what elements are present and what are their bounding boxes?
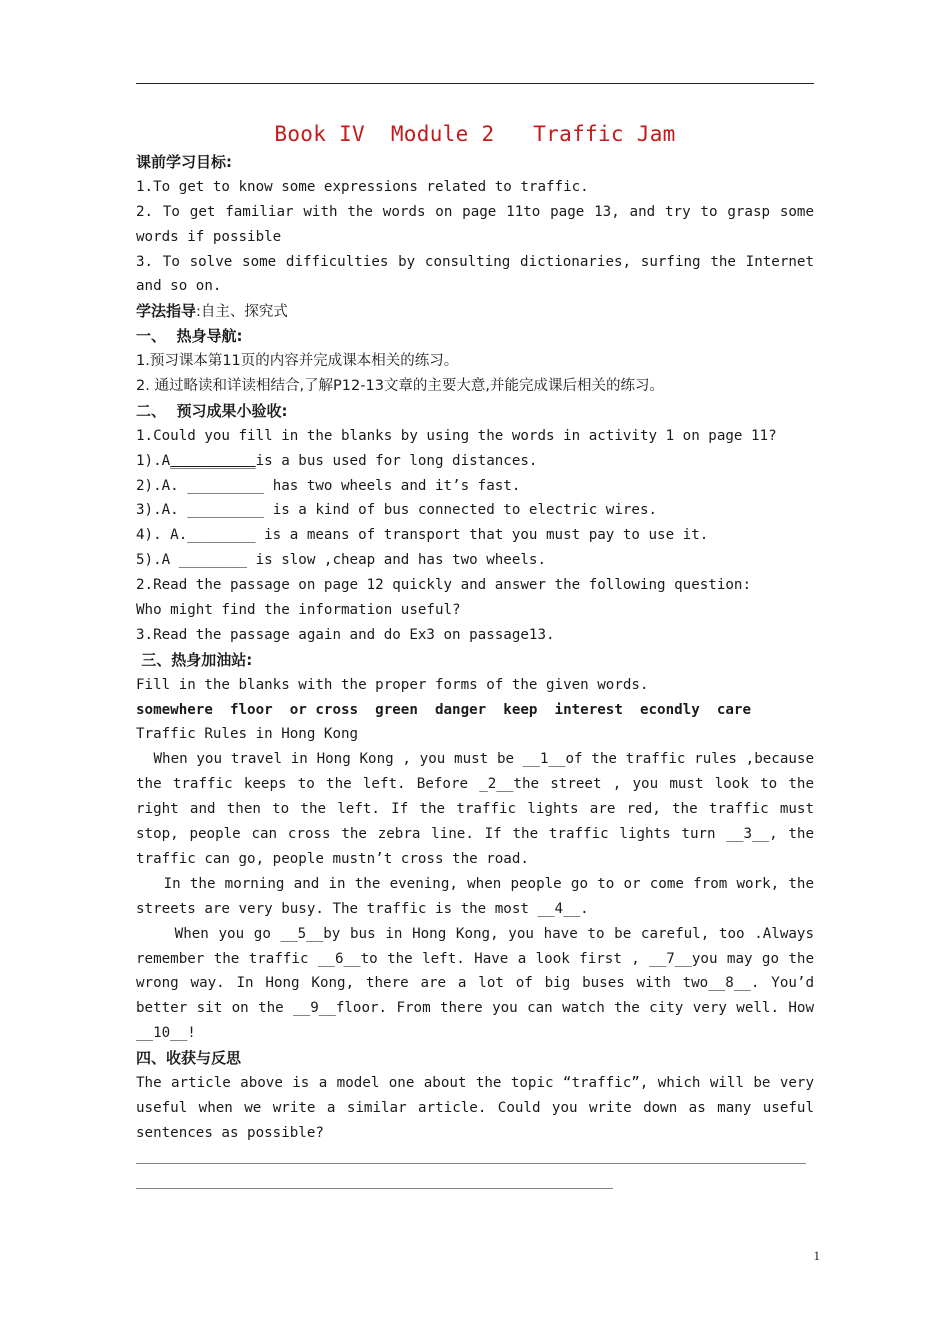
objective-2-cont: words if possible	[136, 228, 282, 245]
section2-q2b: Who might find the information useful?	[136, 602, 461, 619]
objective-3: 3. To solve some difficulties by consulting dictionaries, surfing the Internet	[136, 253, 814, 270]
section4-line: The article above is a model one about the topic “traffic”, which will be very	[136, 1074, 814, 1091]
fill-blank[interactable]: _________	[178, 477, 273, 494]
method-line	[136, 299, 814, 324]
passage-line: remember the traffic __6__to the left. Have a look first , __7__you may go the	[136, 950, 814, 967]
section2-q2: 2.Read the passage on page 12 quickly and answer the following question:	[136, 577, 751, 594]
passage-line: In the morning and in the evening, when people go to or come from work, the	[136, 875, 814, 892]
blank-item-prefix: 4). A.	[136, 527, 188, 544]
objectives-heading: 课前学习目标:	[136, 153, 232, 171]
section1-item-2: 2. 通过略读和详读相结合,了解P12-13文章的主要大意,并能完成课后相关的练习。	[136, 378, 665, 395]
page-number: 1	[813, 1248, 820, 1263]
section2-q3: 3.Read the passage again and do Ex3 on passage13.	[136, 626, 555, 643]
section3-heading: 三、热身加油站:	[136, 650, 253, 669]
passage-line: When you go __5__by bus in Hong Kong, you have to be careful, too .Always	[136, 925, 814, 942]
answer-line-2[interactable]	[136, 1188, 613, 1189]
passage-line: When you travel in Hong Kong , you must be __1__of the traffic rules ,because	[136, 751, 814, 768]
passage-line: streets are very busy. The traffic is the most __4__.	[136, 900, 589, 917]
blank-item-5	[136, 548, 814, 573]
fill-blank[interactable]: __________	[170, 452, 256, 469]
objective-1: 1.To get to know some expressions related to traffic.	[136, 178, 589, 195]
word-bank: somewhere floor or cross green danger keep interest econdly care	[136, 701, 751, 718]
method-label: 学法指导	[136, 302, 197, 321]
passage-line: the traffic keeps to the left. Before _2__the street , you must look to the	[136, 776, 814, 793]
blank-item-text: is a kind of bus connected to electric wires.	[272, 502, 658, 519]
section4-heading: 四、收获与反思	[136, 1049, 242, 1068]
blank-item-prefix: 1).A	[136, 452, 171, 469]
passage-line: stop, people can cross the zebra line. If the traffic lights turn __3__, the	[136, 826, 814, 843]
answer-line-1[interactable]	[136, 1163, 806, 1164]
header-rule	[136, 83, 814, 84]
blank-item-text: is slow ,cheap and has two wheels.	[255, 552, 547, 569]
passage-line: __10__!	[136, 1025, 196, 1042]
blank-item-1	[136, 449, 814, 474]
blank-item-text: is a bus used for long distances.	[255, 452, 538, 469]
objective-3-cont: and so on.	[136, 278, 222, 295]
section3-instruction: Fill in the blanks with the proper forms of the given words.	[136, 676, 649, 693]
fill-blank[interactable]: ________	[187, 527, 265, 544]
section4-line: useful when we write a similar article. Could you write down as many useful	[136, 1099, 814, 1116]
passage-title: Traffic Rules in Hong Kong	[136, 726, 359, 743]
section4-line: sentences as possible?	[136, 1124, 324, 1141]
blank-item-3	[136, 498, 814, 523]
objective-2: 2. To get familiar with the words on page 11to page 13, and try to grasp some	[136, 203, 814, 220]
blank-item-prefix: 5).A	[136, 552, 179, 569]
page-title: Book IV Module 2 Traffic Jam	[274, 122, 676, 146]
section1-heading: 一、 热身导航:	[136, 327, 243, 346]
blank-item-2	[136, 474, 814, 499]
fill-blank[interactable]: ________	[178, 552, 256, 569]
section2-q1: 1.Could you fill in the blanks by using the words in activity 1 on page 11?	[136, 427, 777, 444]
passage-line: better sit on the __9__floor. From there you can watch the city very well. How	[136, 1000, 814, 1017]
blank-item-text: is a means of transport that you must pay to use it.	[264, 527, 709, 544]
blank-item-4	[136, 523, 814, 548]
blank-item-prefix: 2).A.	[136, 477, 179, 494]
method-text: :自主、探究式	[196, 304, 288, 321]
passage-line: right and then to the left. If the traffic lights are red, the traffic must	[136, 801, 814, 818]
blank-item-text: has two wheels and it’s fast.	[272, 477, 521, 494]
fill-blank[interactable]: _________	[178, 502, 273, 519]
main-content	[136, 150, 814, 1146]
passage-line: traffic can go, people mustn’t cross the road.	[136, 850, 529, 867]
passage-line: wrong way. In Hong Kong, there are a lot of big buses with two__8__. You’d	[136, 975, 814, 992]
blank-item-prefix: 3).A.	[136, 502, 179, 519]
section1-item-1: 1.预习课本第11页的内容并完成课本相关的练习。	[136, 353, 459, 370]
section2-heading: 二、 预习成果小验收:	[136, 401, 288, 420]
